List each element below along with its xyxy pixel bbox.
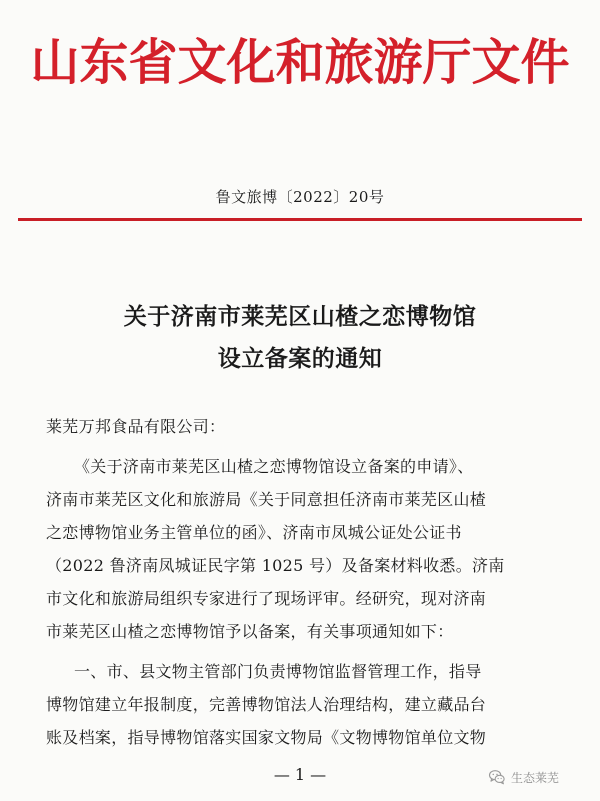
watermark-text: 生态莱芜: [511, 770, 560, 785]
body-line-1: 《关于济南市莱芜区山楂之恋博物馆设立备案的申请》、: [74, 457, 474, 476]
wechat-icon: [488, 768, 506, 786]
document-masthead: 山东省文化和旅游厅文件: [30, 33, 570, 91]
body-line-2: 济南市莱芜区文化和旅游局《关于同意担任济南市莱芜区山楂: [46, 490, 487, 509]
document-number: 鲁文旅博〔2022〕20号: [215, 188, 385, 206]
red-divider: [18, 218, 582, 221]
wechat-watermark: [488, 767, 559, 787]
recipient-line: 莱芜万邦食品有限公司：: [46, 417, 226, 436]
body-line-9: 账及档案，指导博物馆落实国家文物局《文物博物馆单位文物: [46, 728, 487, 747]
document-title-line-1: 关于济南市莱芜区山楂之恋博物馆: [123, 303, 477, 330]
document-title-line-2: 设立备案的通知: [217, 345, 383, 372]
body-line-7: 一、市、县文物主管部门负责博物馆监督管理工作，指导: [74, 662, 482, 681]
page-number: — 1 —: [273, 765, 327, 784]
body-line-4: （2022 鲁济南凤城证民字第 1025 号）及备案材料收悉。济南: [46, 556, 505, 575]
body-line-8: 博物馆建立年报制度，完善博物馆法人治理结构，建立藏品台: [46, 695, 487, 714]
body-line-6: 市莱芜区山楂之恋博物馆予以备案，有关事项通知如下：: [46, 622, 454, 641]
body-line-3: 之恋博物馆业务主管单位的函》、济南市凤城公证处公证书: [46, 523, 462, 542]
body-line-5: 市文化和旅游局组织专家进行了现场评审。经研究，现对济南: [46, 589, 487, 608]
